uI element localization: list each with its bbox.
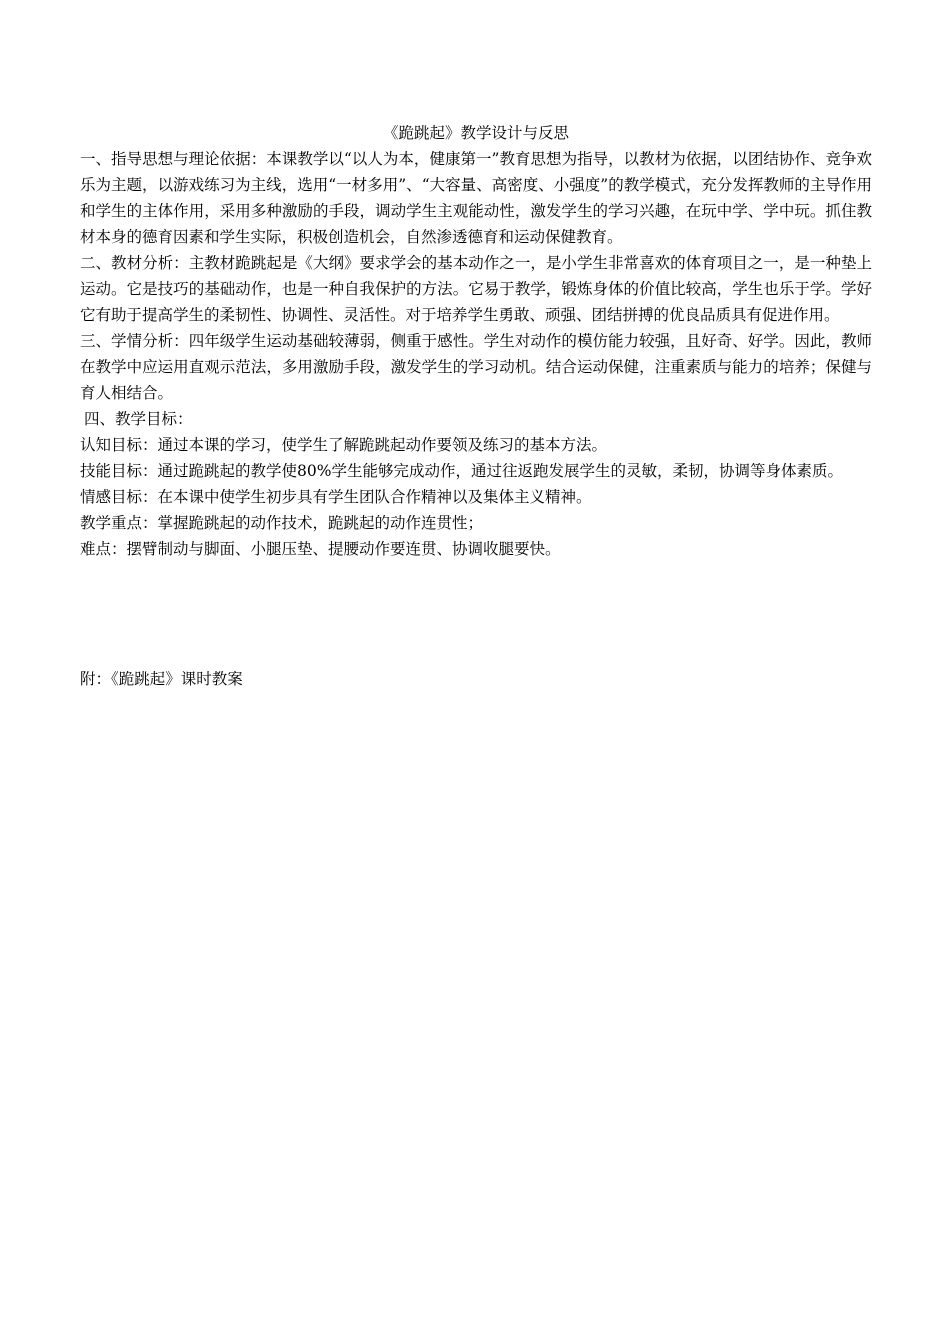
teaching-difficulty: 难点：摆臂制动与脚面、小腿压垫、提腰动作要连贯、协调收腿要快。 — [80, 540, 561, 558]
section-guiding-ideology: 一、指导思想与理论依据：本课教学以“以人为本，健康第一”教育思想为指导，以教材为依据，以团结协作、竞争欢乐为主题，以游戏练习为主线，选用“一材多用”、“大容量、高密度、小强度”的教学模式，充分发挥教师的主导作用和学生的主体作用，采用多种激励的手段，调动学生主观能动性，激发学生的学习兴趣，在玩中学、学中玩。抓住教材本身的德育因素和学生实际，积极创造机会，自然渗透德育和运动保健教育。 — [80, 150, 872, 246]
blank-space — [80, 562, 872, 666]
teaching-key-point: 教学重点：掌握跪跳起的动作技术，跪跳起的动作连贯性； — [80, 514, 484, 532]
objectives-heading: 四、教学目标： — [84, 410, 193, 428]
appendix-note: 附：《跪跳起》课时教案 — [80, 670, 243, 688]
document-page — [80, 120, 872, 692]
document-title: 《跪跳起》教学设计与反思 — [382, 124, 569, 142]
section-material-analysis: 二、教材分析：主教材跪跳起是《大纲》要求学会的基本动作之一，是小学生非常喜欢的体育项目之一，是一种垫上运动。它是技巧的基础动作，也是一种自我保护的方法。它易于教学，锻炼身体的价值比较高，学生也乐于学。学好它有助于提高学生的柔韧性、协调性、灵活性。对于培养学生勇敢、顽强、团结拼搏的优良品质具有促进作用。 — [80, 254, 872, 324]
objective-skill: 技能目标：通过跪跳起的教学使80%学生能够完成动作，通过往返跑发展学生的灵敏，柔韧，协调等身体素质。 — [80, 462, 843, 480]
objective-affective: 情感目标：在本课中使学生初步具有学生团队合作精神以及集体主义精神。 — [80, 488, 592, 506]
objective-cognitive: 认知目标：通过本课的学习，使学生了解跪跳起动作要领及练习的基本方法。 — [80, 436, 608, 454]
section-student-analysis: 三、学情分析：四年级学生运动基础较薄弱，侧重于感性。学生对动作的模仿能力较强，且好奇、好学。因此，教师在教学中应运用直观示范法，多用激励手段，激发学生的学习动机。结合运动保健，注重素质与能力的培养；保健与育人相结合。 — [80, 332, 872, 402]
